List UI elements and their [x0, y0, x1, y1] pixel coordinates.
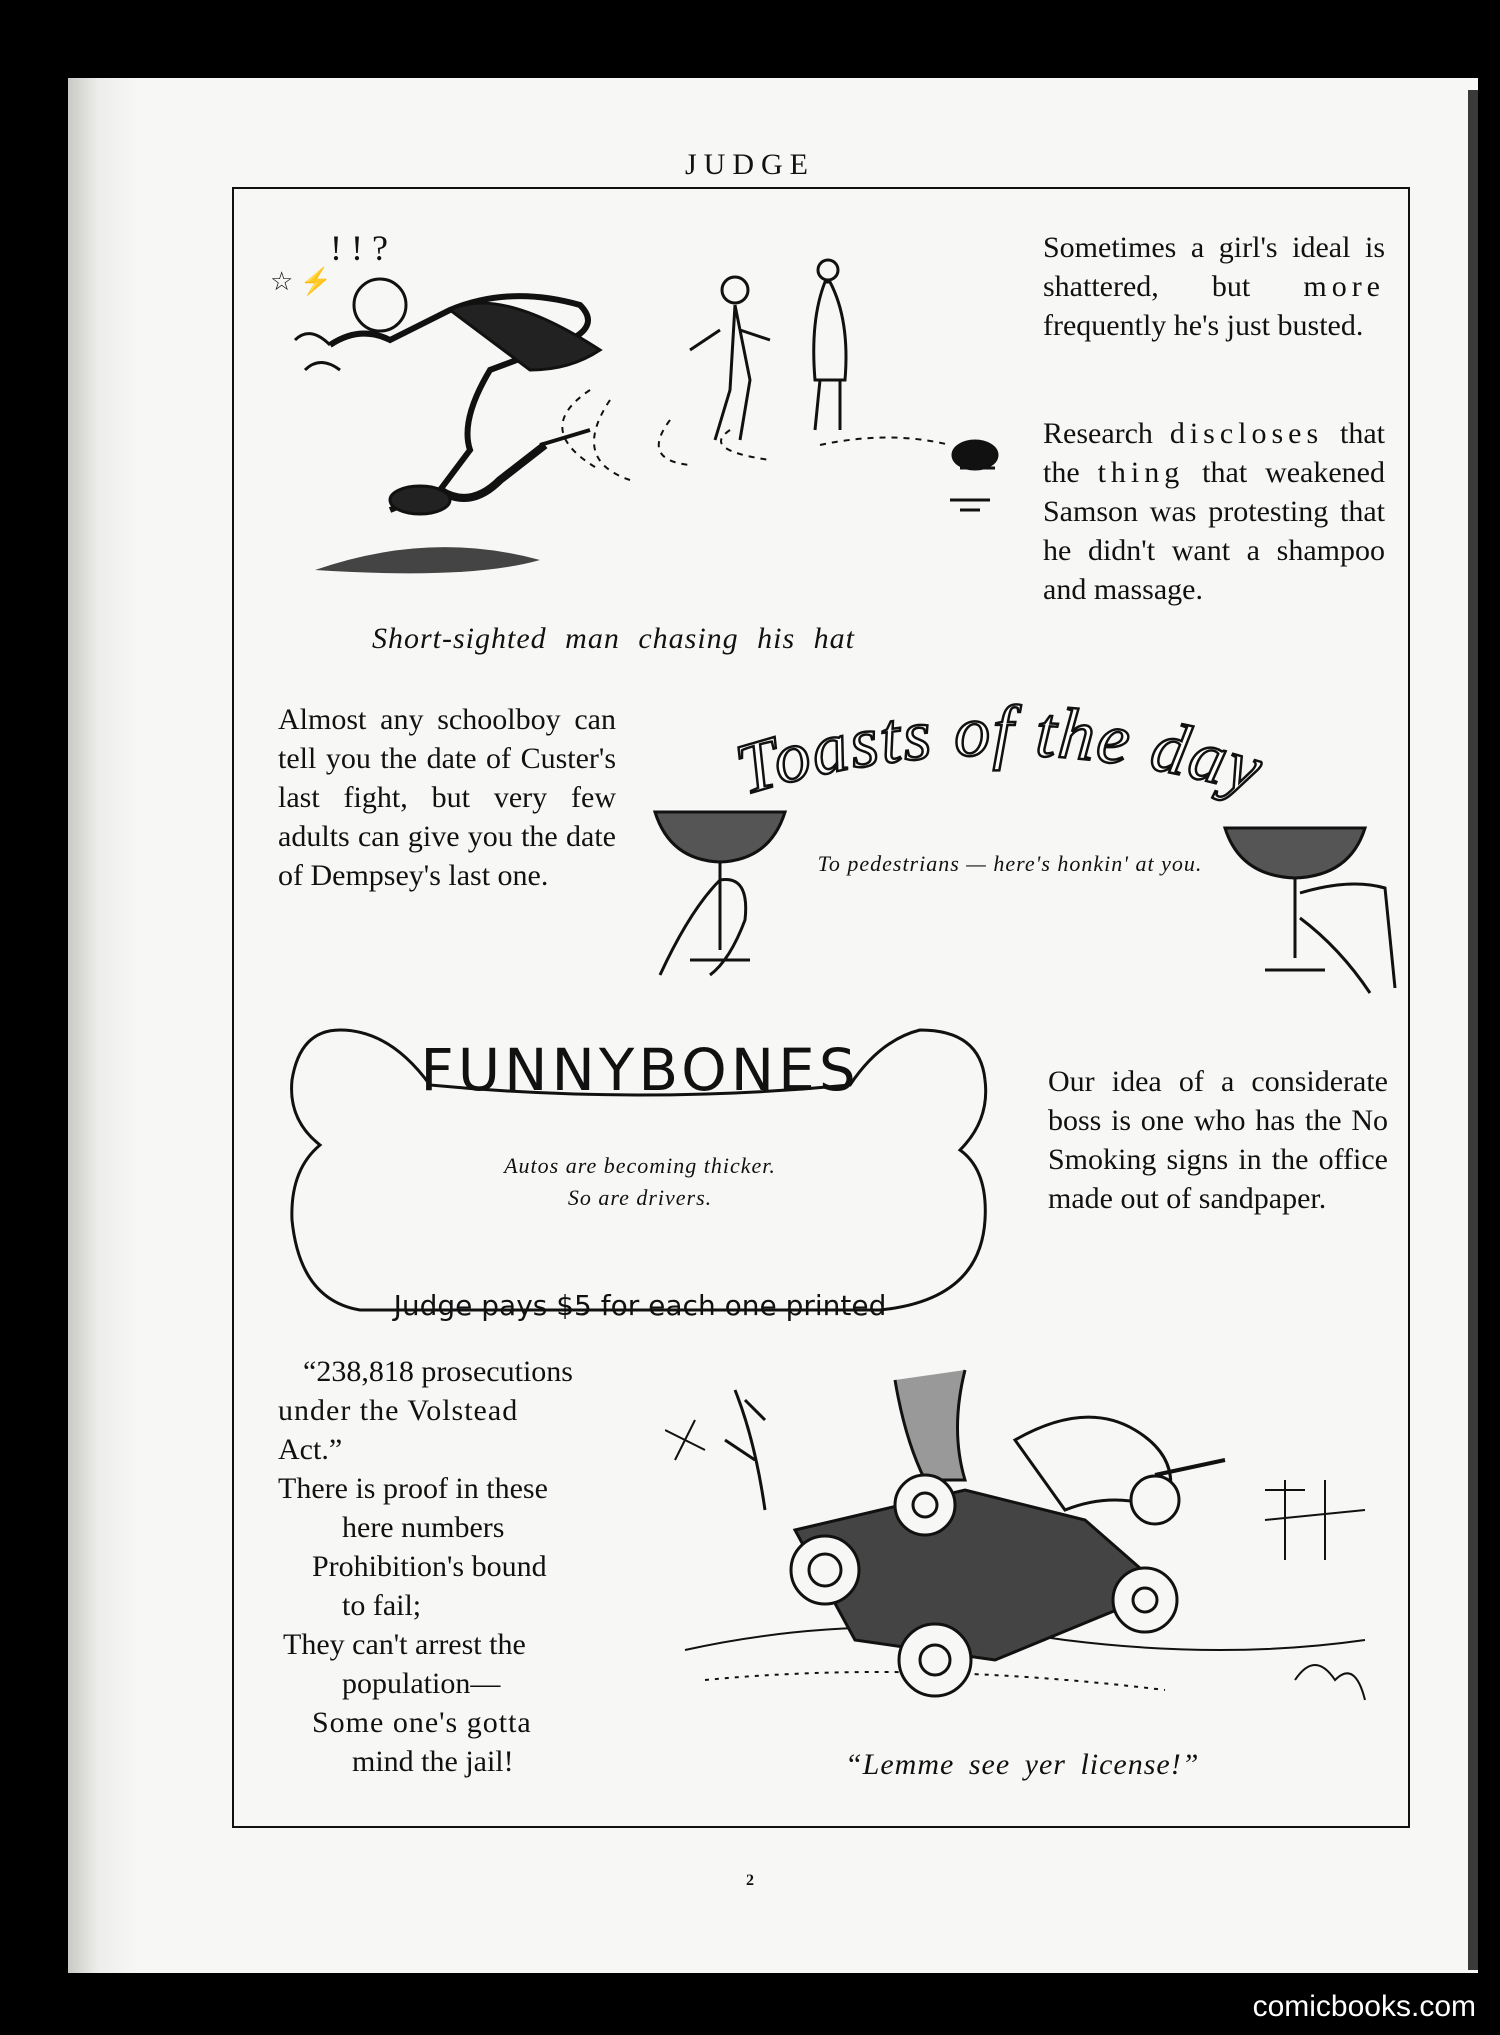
poem-line: They can't arrest the	[283, 1628, 526, 1661]
funnybones-footer: Judge pays $5 for each one printed	[393, 1289, 887, 1322]
shattered-ideal-joke: Sometimes a girl's ideal is shattered, but more frequently he's just busted.	[1043, 231, 1385, 342]
left-toast-glass-hand	[650, 800, 790, 980]
car-wreck-cartoon	[665, 1360, 1385, 1760]
custer-joke: Almost any schoolboy can tell you the date of Custer's last fight, but very few adults can give you the date of Dempsey's last one.	[278, 703, 616, 892]
svg-text:☆ ⚡: ☆ ⚡	[270, 267, 333, 296]
funnybones-text	[380, 1150, 900, 1214]
car-cartoon-caption: “Lemme see yer license!”	[845, 1748, 1200, 1781]
hat-cartoon-caption: Short-sighted man chasing his hat	[372, 622, 855, 655]
svg-text:Toasts of the day	[727, 691, 1272, 810]
poem-line: under the Volstead	[278, 1394, 519, 1427]
site-watermark: comicbooks.com	[1252, 1990, 1476, 2023]
funnybones-line-2: So are drivers.	[567, 1185, 713, 1210]
poem-line: here numbers	[342, 1511, 505, 1544]
poem-line: to fail;	[342, 1589, 422, 1622]
poem-line: Act.”	[278, 1433, 343, 1466]
poem-line: Prohibition's bound	[312, 1550, 547, 1583]
magazine-title: JUDGE	[685, 148, 815, 181]
poem-line: There is proof in these	[278, 1472, 548, 1505]
poem-line: population—	[342, 1667, 501, 1700]
toasts-text: To pedestrians — here's honkin' at you.	[817, 851, 1203, 876]
funnybones-title: FUNNYBONES	[420, 1036, 860, 1104]
poem-line: “238,818 prosecutions	[303, 1355, 573, 1388]
samson-joke: Research discloses that the thing that weakened Samson was protesting that he didn't want a shampoo and massage.	[1043, 417, 1385, 606]
hat-chasing-cartoon	[270, 230, 1010, 620]
poem-line: mind the jail!	[352, 1745, 514, 1778]
funnybones-line-1: Autos are becoming thicker.	[504, 1153, 776, 1178]
considerate-boss-joke: Our idea of a considerate boss is one who has the No Smoking signs in the office made out of sandpaper.	[1048, 1065, 1388, 1215]
poem-line: Some one's gotta	[312, 1706, 532, 1739]
right-toast-glass-hand	[1220, 818, 1400, 998]
svg-text:! ! ?: ! ! ?	[330, 230, 388, 268]
page-number: 2	[746, 1872, 754, 1889]
volstead-poem	[278, 1352, 623, 1781]
page-binding-edge	[68, 78, 138, 1973]
next-page-edge	[1468, 90, 1478, 1970]
toasts-title: Toasts of the day	[727, 690, 1273, 810]
